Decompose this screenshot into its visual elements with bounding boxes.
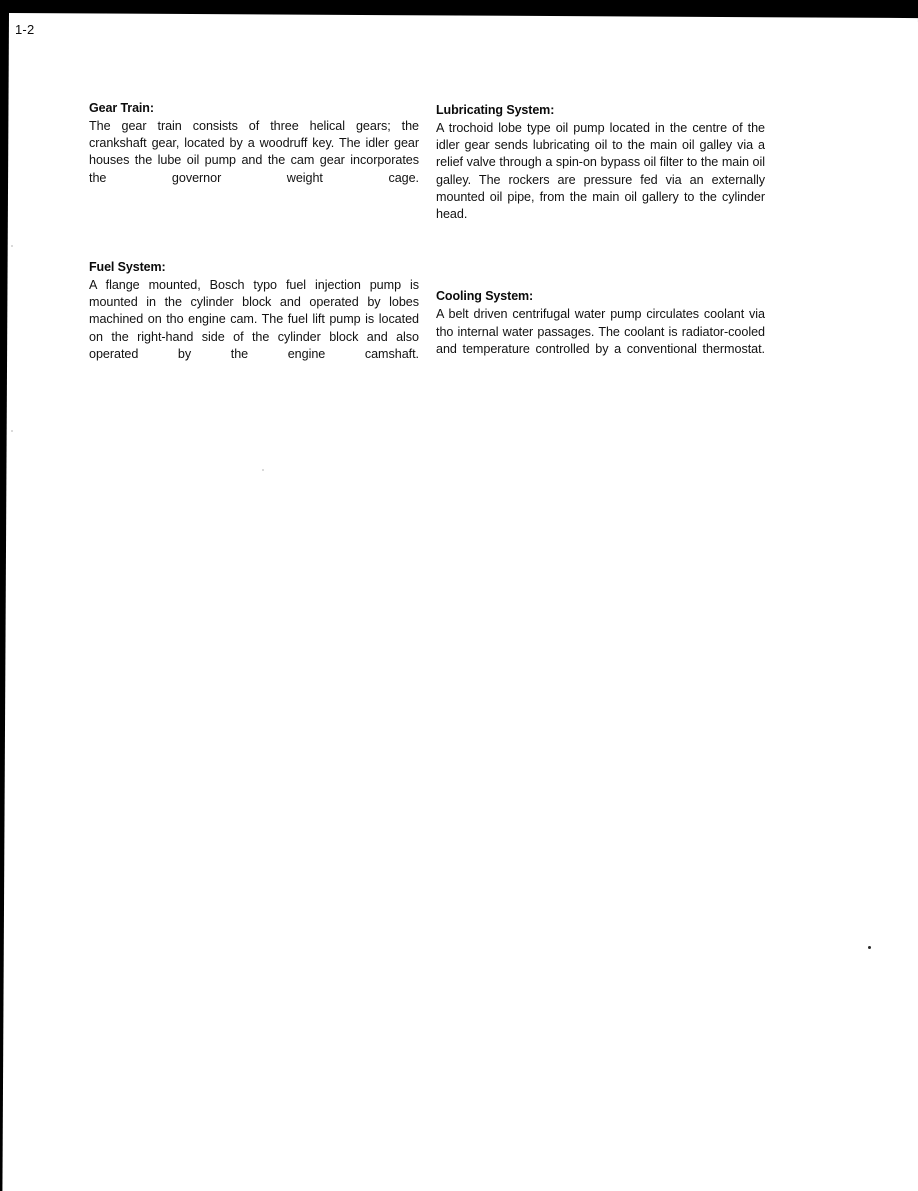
scan-speck <box>868 946 871 949</box>
section-body-lubricating-system: A trochoid lobe type oil pump located in the centre of the idler gear sends lubricating oil to the main oil galley via a relief valve through a spin-on bypass oil filter to the main oil galley. The rockers are pressure fed via an externally mounted oil pipe, from the main oil gallery to the cylinder head. <box>436 121 765 222</box>
section-heading-cooling-system: Cooling System: <box>436 289 534 304</box>
left-text-column <box>89 100 419 380</box>
section-lubricating-system <box>436 102 765 240</box>
section-body-gear-train: The gear train consists of three helical gears; the crankshaft gear, located by a woodruff key. The idler gear houses the lube oil pump and the cam gear incorporates the governor weight cage. <box>89 119 419 185</box>
right-column-spacer <box>436 240 765 288</box>
left-column-spacer <box>89 204 419 259</box>
section-heading-lubricating-system: Lubricating System: <box>436 103 555 117</box>
scan-speck <box>262 469 264 471</box>
page-number: 1-2 <box>15 22 35 37</box>
section-cooling-system <box>436 288 765 375</box>
scan-speck <box>11 430 13 432</box>
section-heading-fuel-system: Fuel System: <box>89 260 166 275</box>
section-gear-train <box>89 100 419 204</box>
section-fuel-system <box>89 259 419 380</box>
section-body-cooling-system: A belt driven centrifugal water pump circulates coolant via tho internal water passages. The coolant is radiator-cooled and temperature controlled by a conventional thermostat. <box>436 307 765 356</box>
scan-speck <box>11 245 13 247</box>
section-heading-gear-train: Gear Train: <box>89 101 154 115</box>
right-text-column <box>436 102 765 375</box>
section-body-fuel-system: A flange mounted, Bosch typo fuel injection pump is mounted in the cylinder block and operated by lobes machined on tho engine cam. The fuel lift pump is located on the right-hand side of the cylinder block and also operated by the engine camshaft. <box>89 278 419 361</box>
